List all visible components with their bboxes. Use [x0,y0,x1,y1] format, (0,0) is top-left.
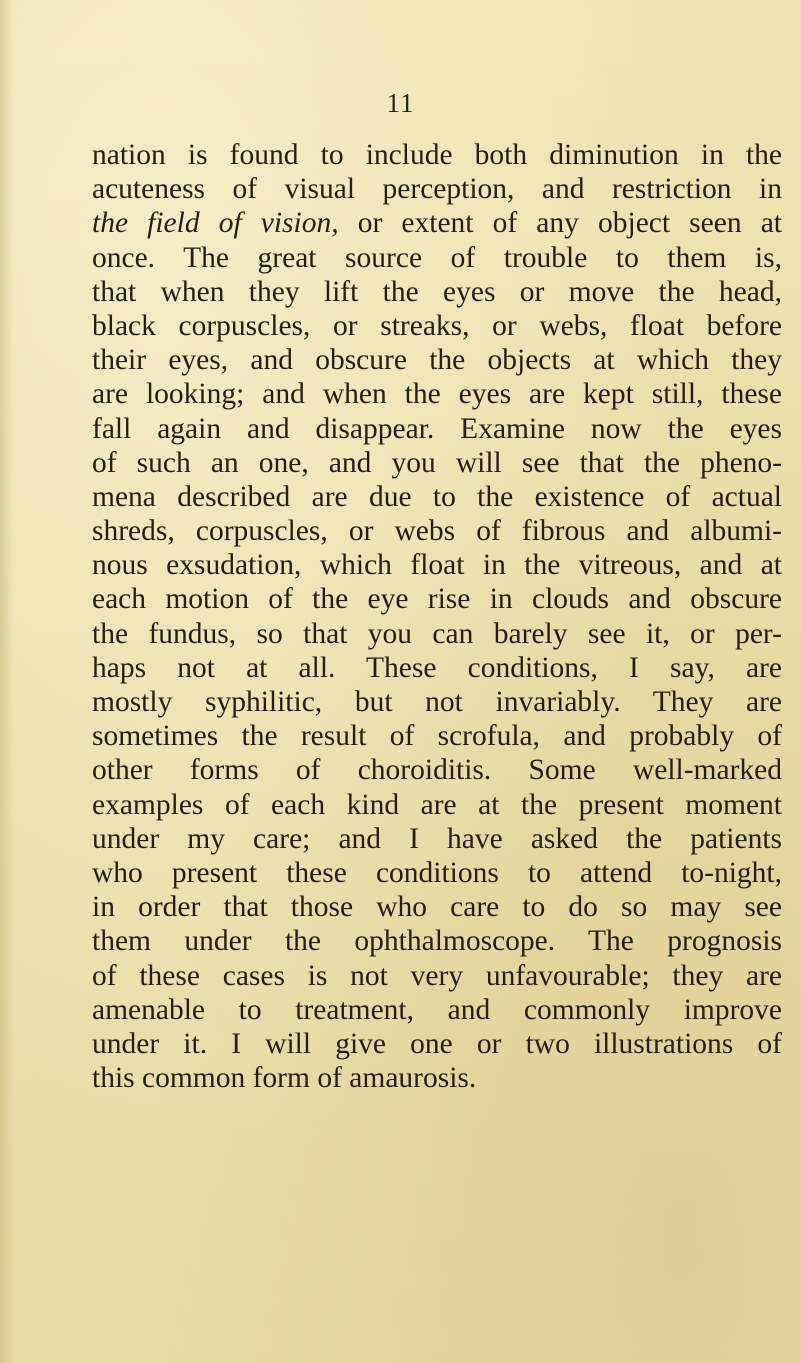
text-line: other forms of choroiditis. Some well-marked [92,754,782,787]
text-line: in order that those who care to do so may see [92,891,782,924]
text-line: their eyes, and obscure the objects at which they [92,344,782,377]
text-line: them under the ophthalmoscope. The prognosis [92,925,782,958]
text-line: each motion of the eye rise in clouds and obscure [92,583,782,616]
text-line [92,206,782,240]
text-line: are looking; and when the eyes are kept still, these [92,378,782,411]
text-line: of these cases is not very unfavourable; they are [92,959,782,992]
page-number: 11 [386,88,415,118]
text-line: haps not at all. These conditions, I say, are [92,651,782,684]
text-line: under my care; and I have asked the patients [92,822,782,855]
text-line: acuteness of visual perception, and restriction in [92,173,782,206]
body-paragraph [92,138,782,1095]
text-line: mostly syphilitic, but not invariably. They are [92,686,782,718]
text-line: under it. I will give one or two illustrations of [92,1027,782,1060]
text-line: nation is found to include both diminution in the [92,139,782,171]
text-line: examples of each kind are at the present moment [92,788,782,821]
text-line: that when they lift the eyes or move the head, [92,275,782,308]
text-line: nous exsudation, which float in the vitreous, and at [92,549,782,582]
text-line: sometimes the result of scrofula, and probably of [92,720,782,753]
text-line: black corpuscles, or streaks, or webs, float before [92,309,782,342]
text-line: once. The great source of trouble to them is, [92,241,782,274]
text-line: the fundus, so that you can barely see it, or per- [92,617,782,650]
text-line: shreds, corpuscles, or webs of fibrous and albumi- [92,515,782,548]
italic-phrase: the field of vision, [92,207,339,240]
text-line: this common form of amaurosis. [92,1062,477,1095]
text-line: amenable to treatment, and commonly improve [92,993,782,1026]
text-line: of such an one, and you will see that the pheno- [92,446,782,479]
text-line-rest: or extent of any object seen at [338,207,783,240]
text-line: who present these conditions to attend to-night, [92,856,782,889]
text-line: fall again and disappear. Examine now the eyes [92,412,782,445]
text-line: mena described are due to the existence of actual [92,480,782,513]
